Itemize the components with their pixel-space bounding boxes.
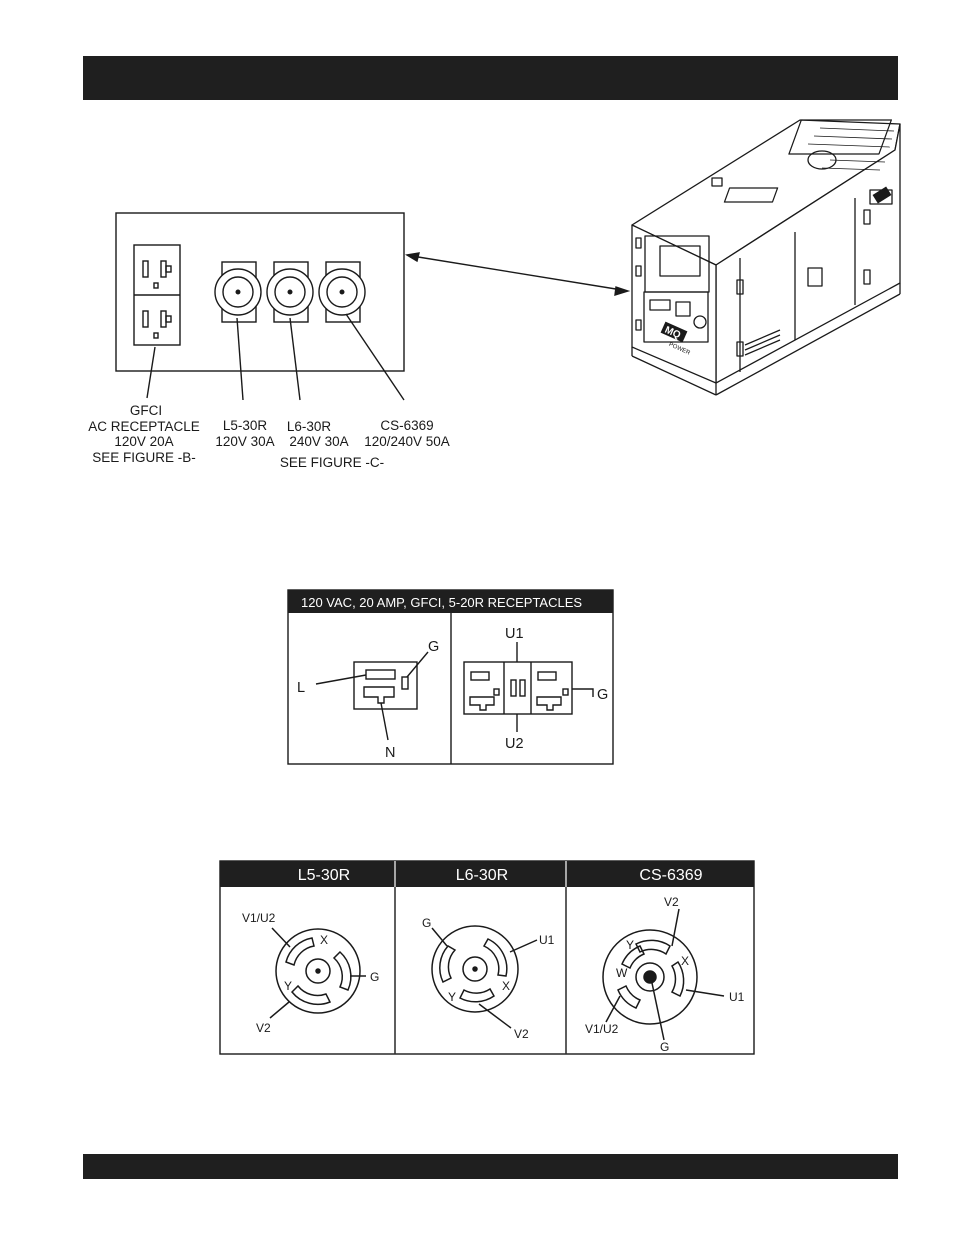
l6-v2: V2 bbox=[514, 1027, 529, 1041]
power-text: POWER bbox=[667, 341, 691, 357]
single-receptacle-drawing bbox=[316, 652, 428, 740]
cs-w: W bbox=[616, 966, 628, 980]
l6-y: Y bbox=[448, 990, 457, 1004]
gfci-receptacle-drawing bbox=[134, 245, 180, 345]
header-cs-6369: CS-6369 bbox=[639, 867, 703, 884]
gfci-rating: 120V 20A bbox=[114, 434, 174, 449]
l6-label: L6-30R bbox=[286, 419, 332, 434]
cs-6369-labels bbox=[585, 895, 745, 1054]
figure-b-title: 120 VAC, 20 AMP, GFCI, 5-20R RECEPTACLES bbox=[301, 595, 583, 610]
figure-b bbox=[288, 590, 613, 764]
l6-rating: 240V 30A bbox=[289, 434, 349, 449]
gfci-figure-ref: SEE FIGURE -B- bbox=[92, 450, 196, 465]
gfci-label-line2: AC RECEPTACLE bbox=[88, 419, 200, 434]
l6-x: X bbox=[502, 979, 511, 993]
label-n: N bbox=[385, 745, 396, 761]
figure-c bbox=[220, 861, 754, 1054]
label-g: G bbox=[428, 639, 440, 655]
l6-30r-panel-receptacle bbox=[267, 262, 313, 322]
cs-x: X bbox=[681, 954, 690, 968]
cs-v2: V2 bbox=[664, 895, 679, 909]
label-g-duplex: G bbox=[597, 687, 609, 703]
gfci-label: GFCI bbox=[129, 403, 163, 418]
cs-6369-panel-receptacle bbox=[319, 262, 365, 322]
cs-u1: U1 bbox=[729, 990, 745, 1004]
panel-callouts bbox=[88, 403, 450, 470]
l6-u1: U1 bbox=[539, 933, 555, 947]
label-l: L bbox=[297, 680, 306, 696]
l5-label: L5-30R bbox=[222, 418, 268, 433]
cs-v1u2: V1/U2 bbox=[585, 1022, 619, 1036]
l5-x: X bbox=[320, 933, 329, 947]
l5-30r-receptacle-face bbox=[270, 928, 366, 1018]
l5-rating: 120V 30A bbox=[215, 434, 275, 449]
label-u2: U2 bbox=[505, 736, 524, 752]
l6-30r-receptacle-face bbox=[432, 926, 537, 1028]
l6-g: G bbox=[422, 916, 432, 930]
l5-v1u2: V1/U2 bbox=[242, 911, 276, 925]
l5-g: G bbox=[370, 970, 380, 984]
header-l5-30r: L5-30R bbox=[297, 867, 351, 884]
receptacle-panel bbox=[116, 213, 628, 400]
figure-b-labels bbox=[297, 626, 608, 761]
mq-logo-text: MQ bbox=[662, 324, 683, 342]
duplex-gfci-drawing bbox=[464, 642, 593, 732]
label-u1: U1 bbox=[505, 626, 524, 642]
header-l6-30r: L6-30R bbox=[455, 867, 509, 884]
figure-c-ref: SEE FIGURE -C- bbox=[279, 455, 385, 470]
l5-y: Y bbox=[284, 979, 293, 993]
cs-g: G bbox=[660, 1040, 670, 1054]
cs-y: Y bbox=[626, 938, 635, 952]
generator-illustration bbox=[632, 120, 900, 395]
l5-v2: V2 bbox=[256, 1021, 271, 1035]
cs-label: CS-6369 bbox=[380, 418, 434, 433]
cs-rating: 120/240V 50A bbox=[364, 434, 450, 449]
l5-30r-panel-receptacle bbox=[215, 262, 261, 322]
